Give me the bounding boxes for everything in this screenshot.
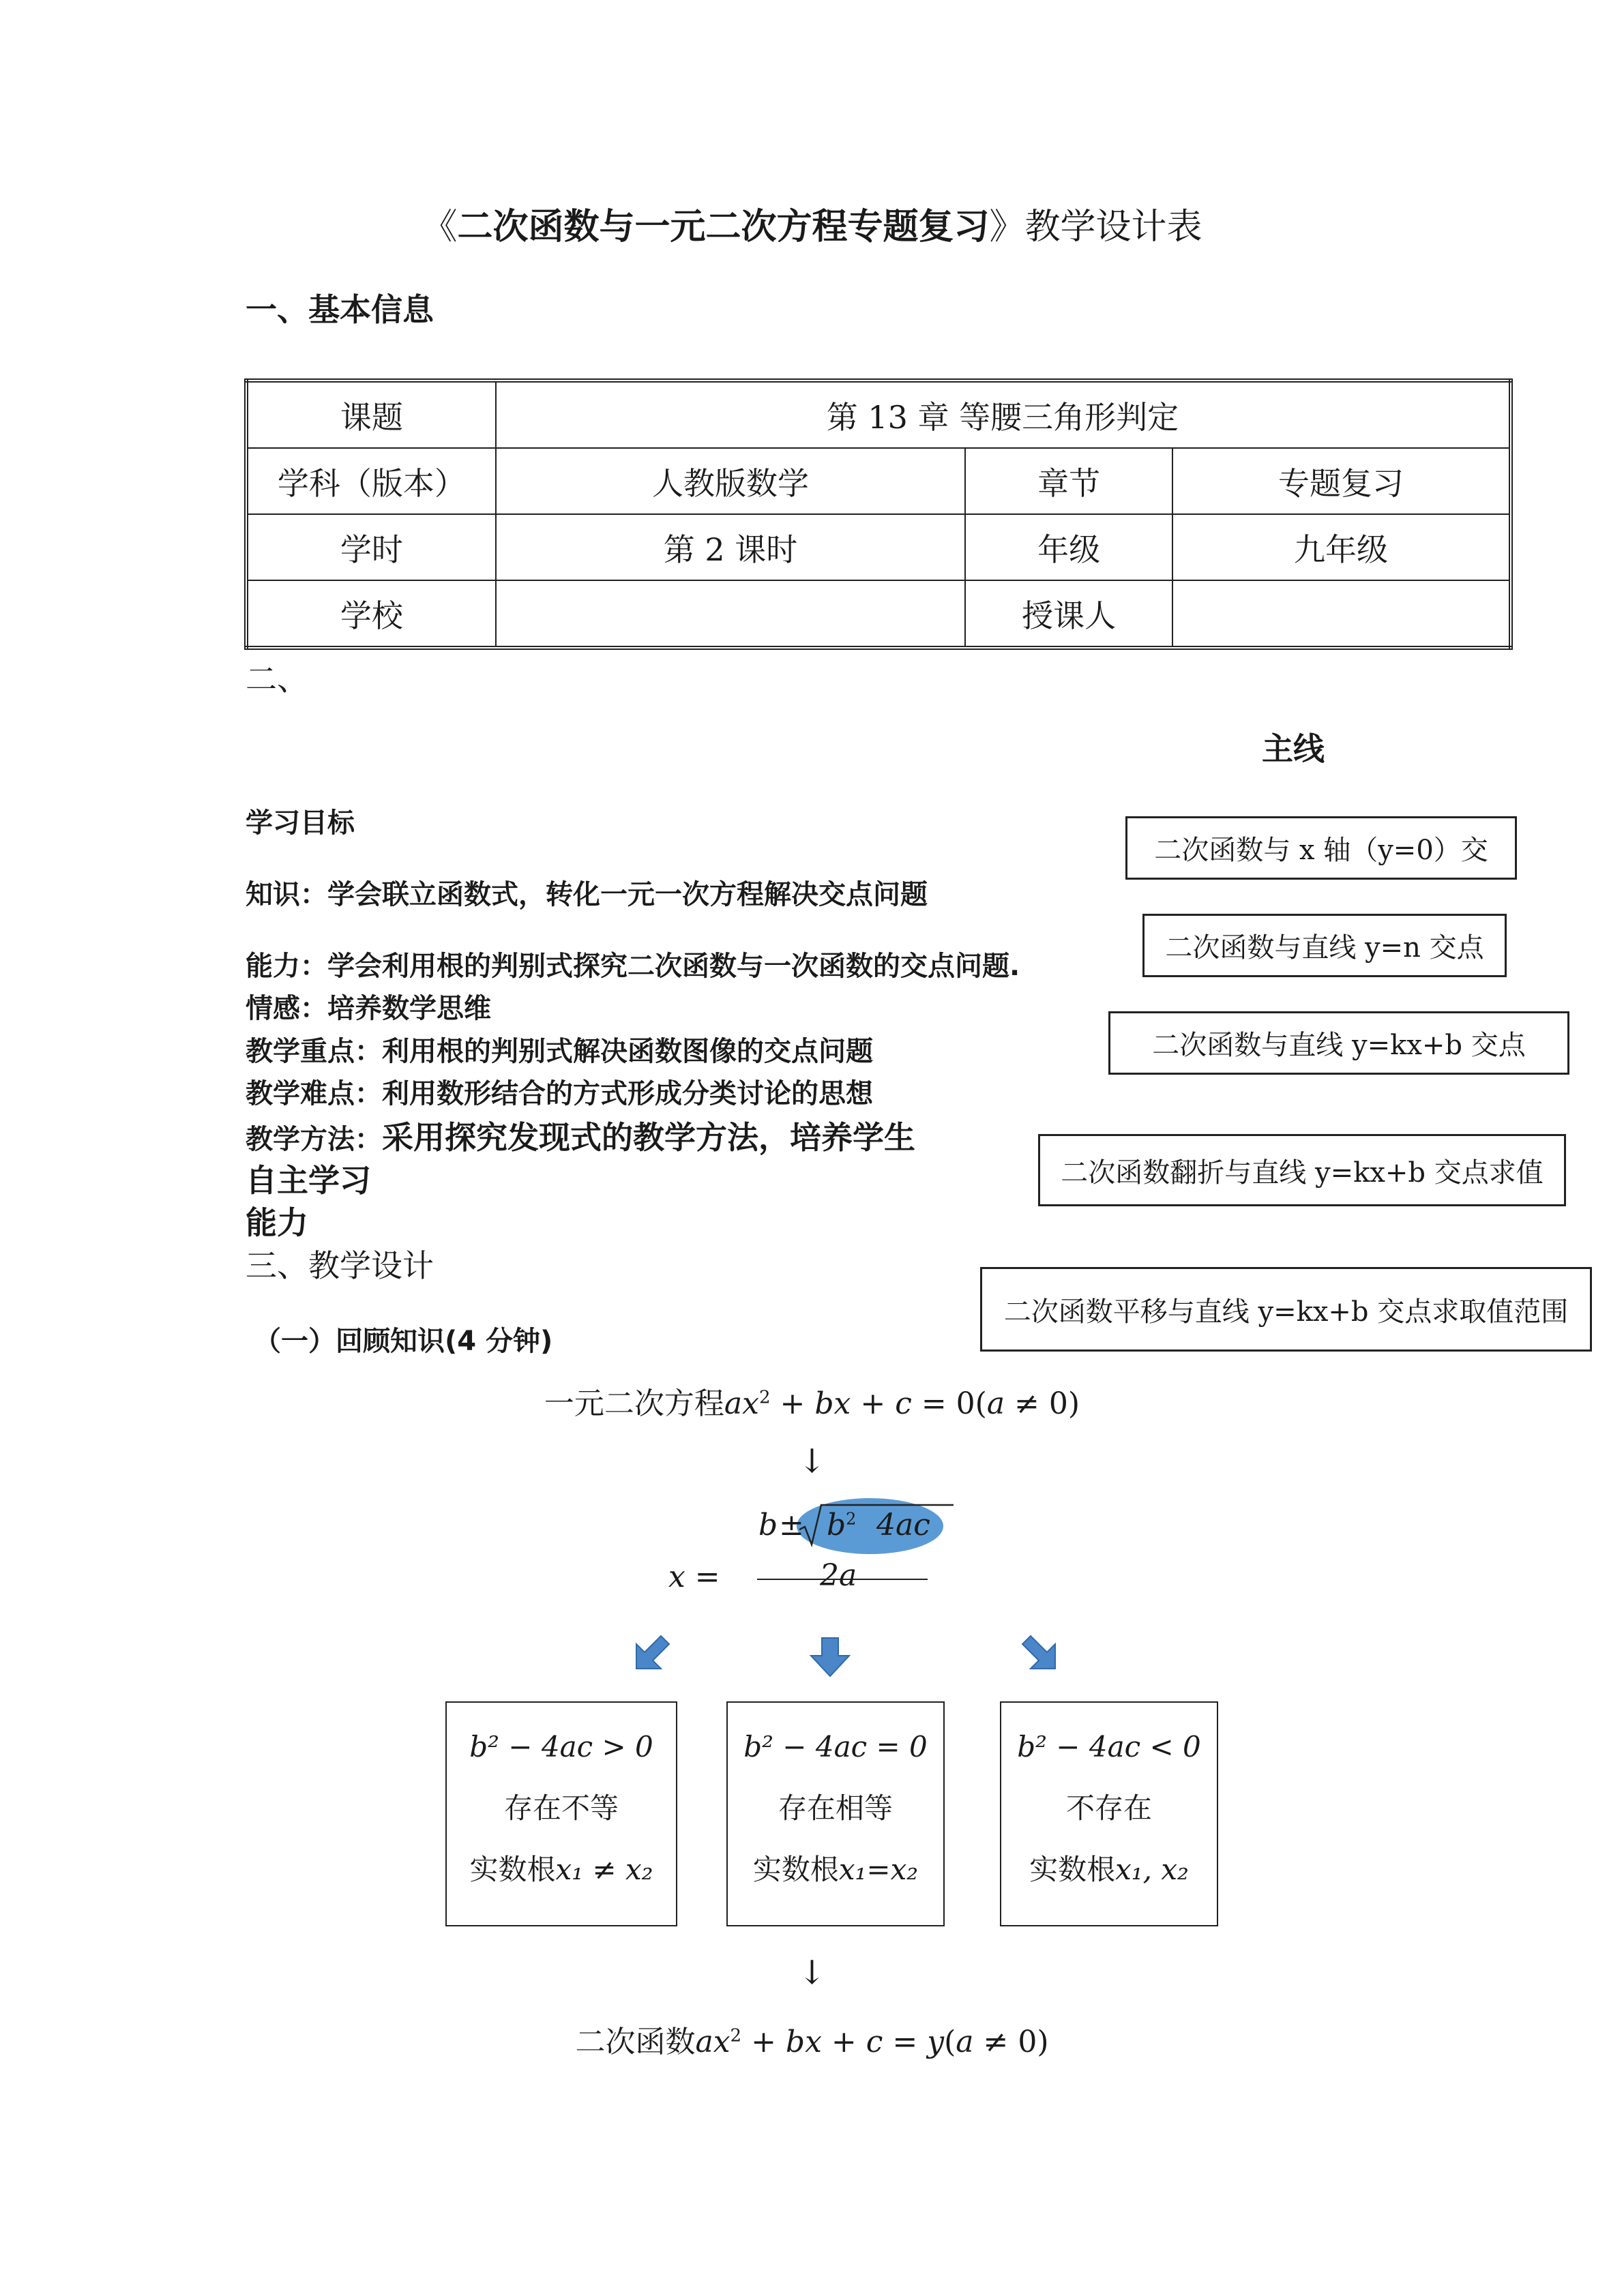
formula-denominator: 2a	[820, 1558, 857, 1593]
quadratic-equation: 一元二次方程$ax^2$ + bx + c = 0(a ≠ 0)	[544, 1386, 1080, 1421]
chapter-label: 章节	[965, 448, 1172, 514]
goals-heading: 学习目标	[246, 807, 355, 839]
teacher-value	[1172, 580, 1511, 648]
case-line2-prefix: 实数根	[1029, 1853, 1116, 1886]
case-line1: 不存在	[1065, 1791, 1152, 1825]
case-roots: x₁=x₂	[838, 1853, 919, 1886]
mainline-box-3: 二次函数与直线 y=kx+b 交点	[1108, 1011, 1569, 1075]
table-row	[246, 580, 1511, 648]
function-label: 二次函数	[575, 2025, 696, 2059]
arrow-down-icon	[810, 1637, 851, 1679]
subject-label: 学科（版本）	[246, 448, 496, 514]
case-roots: x₁, x₂	[1115, 1853, 1189, 1886]
formula-4ac: 4ac	[876, 1508, 930, 1542]
method-line3: 能力	[246, 1204, 308, 1241]
goal-difficulty: 教学难点：利用数形结合的方式形成分类讨论的思想	[246, 1078, 873, 1109]
topic-label: 课题	[246, 381, 496, 448]
mainline-box-4: 二次函数翻折与直线 y=kx+b 交点求值	[1038, 1134, 1566, 1206]
equation-label: 一元二次方程	[544, 1386, 724, 1421]
review-heading: （一）回顾知识(4 分钟)	[254, 1326, 553, 1357]
section-basic-info-heading: 一、基本信息	[246, 291, 434, 328]
title-open-bracket: 《	[422, 207, 458, 248]
case-condition: b² − 4ac = 0	[743, 1730, 928, 1763]
teacher-label: 授课人	[965, 580, 1172, 648]
formula-b: b	[758, 1508, 778, 1542]
down-arrow-icon: ↓	[798, 1442, 826, 1480]
down-arrow-icon: ↓	[798, 1954, 826, 1992]
case-condition: b² − 4ac < 0	[1017, 1730, 1201, 1763]
formula-b-squared: $b^2$	[827, 1508, 857, 1542]
mainline-box-2: 二次函数与直线 y=n 交点	[1142, 914, 1507, 977]
mainline-box-5: 二次函数平移与直线 y=kx+b 交点求取值范围	[980, 1267, 1592, 1352]
title-main: 二次函数与一元二次方程专题复习	[457, 206, 990, 248]
case-box-zero	[726, 1701, 945, 1926]
mainline-box-1: 二次函数与 x 轴（y=0）交	[1125, 816, 1517, 880]
case-condition: b² − 4ac > 0	[469, 1730, 653, 1763]
subject-value: 人教版数学	[496, 448, 965, 514]
grade-value: 九年级	[1172, 514, 1511, 580]
grade-label: 年级	[965, 514, 1172, 580]
goal-ability: 能力：学会利用根的判别式探究二次函数与一次函数的交点问题.	[246, 951, 1020, 982]
goal-emotion: 情感：培养数学思维	[246, 993, 491, 1024]
method-line1: 采用探究发现式的教学方法，培养学生	[382, 1119, 915, 1156]
goal-knowledge: 知识：学会联立函数式，转化一元一次方程解决交点问题	[246, 879, 928, 910]
quadratic-function: 二次函数$ax^2$ + bx + c = y(a ≠ 0)	[575, 2025, 1049, 2059]
case-line1: 存在相等	[778, 1791, 893, 1825]
table-row	[246, 448, 1511, 514]
quadratic-formula	[668, 1490, 955, 1599]
case-line1: 存在不等	[503, 1791, 619, 1825]
goal-key-point: 教学重点：利用根的判别式解决函数图像的交点问题	[246, 1036, 873, 1067]
formula-pm: ±	[779, 1508, 804, 1542]
mainline-title: 主线	[1262, 730, 1325, 767]
chapter-value: 专题复习	[1172, 448, 1511, 514]
table-row	[246, 381, 1511, 448]
school-label: 学校	[246, 580, 496, 648]
method-line2: 自主学习	[246, 1162, 371, 1199]
case-line2-prefix: 实数根	[469, 1853, 556, 1886]
case-box-negative	[1000, 1701, 1218, 1926]
arrow-down-left-icon	[631, 1633, 672, 1674]
title-close-bracket: 》	[989, 207, 1025, 248]
case-line2-prefix: 实数根	[752, 1853, 839, 1886]
formula-lhs: x =	[668, 1560, 720, 1594]
section-two-heading: 二、	[246, 661, 308, 698]
basic-info-table	[244, 378, 1513, 650]
period-label: 学时	[246, 514, 496, 580]
school-value	[496, 580, 965, 648]
title-suffix: 教学设计表	[1024, 207, 1202, 248]
page-title	[0, 198, 1624, 249]
arrow-down-right-icon	[1020, 1633, 1061, 1674]
case-roots: x₁ ≠ x₂	[555, 1853, 653, 1886]
method-label: 教学方法：	[246, 1124, 382, 1155]
case-box-positive	[445, 1701, 677, 1926]
table-row	[246, 514, 1511, 580]
section-three-heading: 三、教学设计	[246, 1247, 434, 1284]
topic-value: 第 13 章 等腰三角形判定	[496, 381, 1511, 448]
period-value: 第 2 课时	[496, 514, 965, 580]
goal-method	[246, 1113, 915, 1158]
